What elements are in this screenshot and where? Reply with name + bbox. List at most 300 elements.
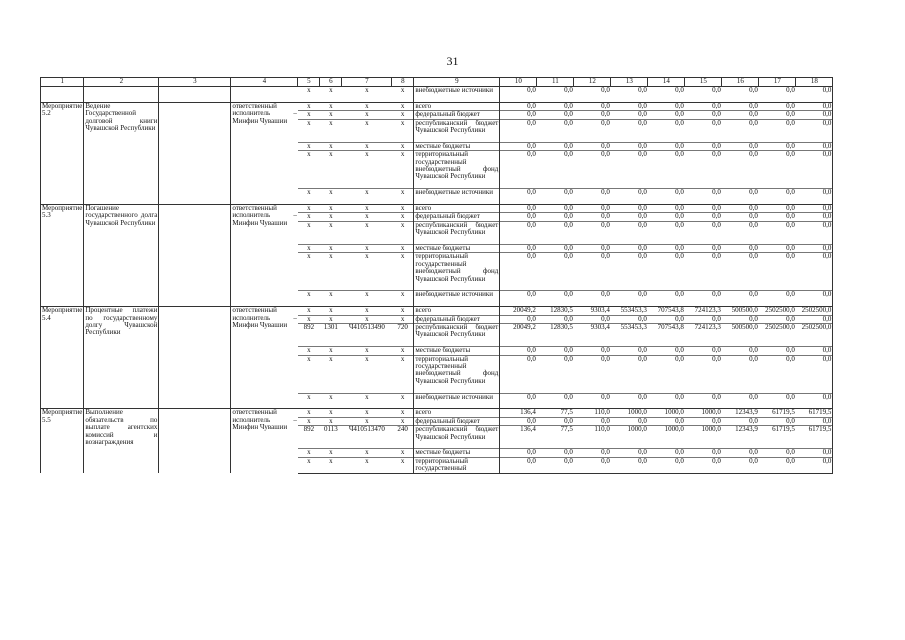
amount-cell: 0,0: [537, 87, 574, 103]
amount-cell: 12830,5: [537, 324, 574, 347]
amount-cell: 0,0: [500, 245, 537, 253]
budget-code-cell: х: [342, 221, 392, 244]
budget-code-cell: х: [298, 142, 320, 150]
amount-cell: 0,0: [537, 355, 574, 393]
amount-cell: 0,0: [722, 221, 759, 244]
budget-code-cell: х: [320, 102, 342, 110]
amount-cell: 0,0: [796, 355, 833, 393]
amount-cell: 0,0: [796, 245, 833, 253]
budget-code-cell: х: [320, 221, 342, 244]
column-header-10: 10: [500, 78, 537, 87]
budget-code-cell: х: [320, 87, 342, 103]
budget-code-cell: х: [392, 213, 414, 221]
amount-cell: 0,0: [500, 253, 537, 291]
amount-cell: 0,0: [759, 253, 796, 291]
funding-source: внебюджетные источники: [414, 291, 500, 307]
budget-code-cell: Ч410513470: [342, 426, 392, 449]
budget-code-cell: 240: [392, 426, 414, 449]
budget-code-cell: х: [342, 87, 392, 103]
amount-cell: 0,0: [648, 87, 685, 103]
amount-cell: 0,0: [611, 111, 648, 119]
amount-cell: 0,0: [648, 417, 685, 425]
amount-cell: 0,0: [722, 245, 759, 253]
amount-cell: 0,0: [796, 417, 833, 425]
budget-code-cell: 0113: [320, 426, 342, 449]
amount-cell: 136,4: [500, 409, 537, 417]
budget-code-cell: х: [320, 245, 342, 253]
budget-code-cell: х: [298, 393, 320, 409]
budget-code-cell: х: [320, 142, 342, 150]
amount-cell: 0,0: [759, 111, 796, 119]
amount-cell: 0,0: [537, 417, 574, 425]
amount-cell: 0,0: [759, 119, 796, 142]
amount-cell: 0,0: [611, 417, 648, 425]
budget-code-cell: х: [320, 151, 342, 189]
amount-cell: 0,0: [796, 393, 833, 409]
budget-code-cell: х: [342, 245, 392, 253]
amount-cell: 0,0: [611, 393, 648, 409]
amount-cell: 0,0: [685, 253, 722, 291]
budget-code-cell: х: [342, 347, 392, 355]
budget-code-cell: х: [298, 307, 320, 315]
amount-cell: 0,0: [574, 245, 611, 253]
budget-code-cell: х: [298, 151, 320, 189]
amount-cell: 0,0: [722, 102, 759, 110]
amount-cell: 0,0: [500, 449, 537, 457]
funding-source: республиканский бюджет Чувашской Республики: [414, 119, 500, 142]
amount-cell: 0,0: [611, 245, 648, 253]
budget-code-cell: х: [298, 457, 320, 473]
amount-cell: 1000,0: [611, 426, 648, 449]
responsible-executor: [231, 87, 298, 103]
column-header-9: 9: [414, 78, 500, 87]
budget-code-cell: х: [392, 417, 414, 425]
budget-code-cell: х: [320, 347, 342, 355]
amount-cell: 0,0: [685, 393, 722, 409]
budget-code-cell: х: [320, 449, 342, 457]
budget-code-cell: х: [342, 111, 392, 119]
amount-cell: 0,0: [759, 205, 796, 213]
amount-cell: 0,0: [685, 417, 722, 425]
amount-cell: 0,0: [574, 213, 611, 221]
amount-cell: 0,0: [500, 417, 537, 425]
budget-code-cell: х: [298, 221, 320, 244]
budget-code-cell: х: [298, 213, 320, 221]
budget-code-cell: х: [342, 205, 392, 213]
amount-cell: 0,0: [537, 213, 574, 221]
amount-cell: 500500,0: [722, 324, 759, 347]
budget-code-cell: х: [298, 315, 320, 323]
amount-cell: 2502500,0: [759, 324, 796, 347]
budget-code-cell: х: [298, 347, 320, 355]
funding-source: местные бюджеты: [414, 245, 500, 253]
amount-cell: 500500,0: [722, 307, 759, 315]
budget-code-cell: х: [342, 315, 392, 323]
funding-source: внебюджетные источники: [414, 189, 500, 205]
amount-cell: 0,0: [796, 102, 833, 110]
amount-cell: 0,0: [759, 457, 796, 473]
activity-name: Процентные платежи по государственному долгу Чувашской Республики: [84, 307, 159, 409]
amount-cell: 0,0: [500, 315, 537, 323]
budget-code-cell: х: [392, 111, 414, 119]
amount-cell: 0,0: [685, 315, 722, 323]
amount-cell: 0,0: [685, 457, 722, 473]
amount-cell: 0,0: [722, 205, 759, 213]
budget-code-cell: 1301: [320, 324, 342, 347]
amount-cell: 0,0: [796, 111, 833, 119]
funding-source: республиканский бюджет Чувашской Республики: [414, 426, 500, 449]
amount-cell: 0,0: [759, 245, 796, 253]
funding-source: федеральный бюджет: [414, 111, 500, 119]
funding-source: федеральный бюджет: [414, 315, 500, 323]
budget-code-cell: х: [392, 291, 414, 307]
amount-cell: 0,0: [611, 291, 648, 307]
column-header-16: 16: [722, 78, 759, 87]
budget-code-cell: х: [392, 347, 414, 355]
amount-cell: 0,0: [537, 111, 574, 119]
budget-code-cell: х: [298, 253, 320, 291]
amount-cell: 0,0: [611, 87, 648, 103]
amount-cell: 0,0: [500, 111, 537, 119]
amount-cell: 0,0: [759, 87, 796, 103]
budget-code-cell: х: [392, 189, 414, 205]
amount-cell: 0,0: [685, 245, 722, 253]
budget-code-cell: х: [320, 253, 342, 291]
amount-cell: 0,0: [648, 355, 685, 393]
budget-code-cell: х: [342, 213, 392, 221]
budget-code-cell: х: [320, 213, 342, 221]
amount-cell: 0,0: [648, 291, 685, 307]
amount-cell: 0,0: [759, 189, 796, 205]
amount-cell: 0,0: [537, 205, 574, 213]
amount-cell: 724123,3: [685, 307, 722, 315]
amount-cell: 9303,4: [574, 307, 611, 315]
amount-cell: 0,0: [611, 119, 648, 142]
amount-cell: 0,0: [648, 151, 685, 189]
budget-code-cell: х: [342, 355, 392, 393]
activity-code: Мероприятие 5.3: [41, 205, 84, 307]
amount-cell: 61719,5: [796, 409, 833, 417]
activity-col3: [159, 102, 231, 204]
funding-source: всего: [414, 307, 500, 315]
amount-cell: 0,0: [500, 142, 537, 150]
activity-name: Ведение Государственной долговой книги Чувашской Республики: [84, 102, 159, 204]
funding-source: внебюджетные источники: [414, 87, 500, 103]
budget-code-cell: х: [298, 102, 320, 110]
funding-source: местные бюджеты: [414, 449, 500, 457]
amount-cell: 0,0: [796, 449, 833, 457]
funding-source: территориальный государственный внебюджетный фонд Чувашской Республики: [414, 253, 500, 291]
amount-cell: 0,0: [685, 291, 722, 307]
amount-cell: 0,0: [500, 87, 537, 103]
amount-cell: 0,0: [611, 221, 648, 244]
amount-cell: 136,4: [500, 426, 537, 449]
amount-cell: 0,0: [759, 151, 796, 189]
column-header-11: 11: [537, 78, 574, 87]
amount-cell: 0,0: [611, 189, 648, 205]
activity-name: [84, 87, 159, 103]
amount-cell: 12343,9: [722, 426, 759, 449]
amount-cell: 0,0: [722, 347, 759, 355]
table-row: [41, 409, 833, 417]
amount-cell: 0,0: [537, 119, 574, 142]
amount-cell: 77,5: [537, 409, 574, 417]
amount-cell: 0,0: [611, 347, 648, 355]
amount-cell: 0,0: [648, 111, 685, 119]
budget-code-cell: х: [320, 417, 342, 425]
column-header-6: 6: [320, 78, 342, 87]
amount-cell: 0,0: [500, 151, 537, 189]
amount-cell: 0,0: [796, 213, 833, 221]
budget-code-cell: х: [342, 307, 392, 315]
amount-cell: 12830,5: [537, 307, 574, 315]
amount-cell: 0,0: [685, 355, 722, 393]
amount-cell: 0,0: [796, 205, 833, 213]
budget-code-cell: х: [320, 307, 342, 315]
amount-cell: 0,0: [611, 142, 648, 150]
amount-cell: 0,0: [796, 253, 833, 291]
amount-cell: 724123,3: [685, 324, 722, 347]
amount-cell: 0,0: [500, 205, 537, 213]
budget-code-cell: х: [342, 151, 392, 189]
amount-cell: 0,0: [611, 253, 648, 291]
amount-cell: 0,0: [796, 189, 833, 205]
amount-cell: 0,0: [759, 417, 796, 425]
budget-code-cell: х: [392, 315, 414, 323]
amount-cell: 0,0: [648, 449, 685, 457]
amount-cell: 0,0: [574, 253, 611, 291]
funding-source: республиканский бюджет Чувашской Республики: [414, 221, 500, 244]
amount-cell: 0,0: [648, 245, 685, 253]
amount-cell: 0,0: [611, 315, 648, 323]
amount-cell: 0,0: [796, 221, 833, 244]
amount-cell: 0,0: [759, 347, 796, 355]
column-header-2: 2: [84, 78, 159, 87]
table-body: [41, 87, 833, 474]
column-header-8: 8: [392, 78, 414, 87]
budget-code-cell: х: [298, 189, 320, 205]
column-header-5: 5: [298, 78, 320, 87]
amount-cell: 0,0: [722, 111, 759, 119]
amount-cell: 0,0: [574, 457, 611, 473]
budget-code-cell: х: [342, 119, 392, 142]
budget-code-cell: х: [342, 253, 392, 291]
amount-cell: 0,0: [648, 315, 685, 323]
amount-cell: 0,0: [648, 457, 685, 473]
amount-cell: 0,0: [574, 189, 611, 205]
amount-cell: 1000,0: [611, 409, 648, 417]
column-header-15: 15: [685, 78, 722, 87]
amount-cell: 0,0: [611, 102, 648, 110]
budget-code-cell: 892: [298, 324, 320, 347]
amount-cell: 0,0: [759, 393, 796, 409]
page-number: 31: [446, 54, 459, 68]
amount-cell: 12343,9: [722, 409, 759, 417]
amount-cell: 0,0: [796, 142, 833, 150]
amount-cell: 61719,5: [759, 409, 796, 417]
budget-code-cell: х: [342, 393, 392, 409]
budget-code-cell: х: [320, 111, 342, 119]
amount-cell: 0,0: [500, 189, 537, 205]
amount-cell: 0,0: [722, 393, 759, 409]
amount-cell: 77,5: [537, 426, 574, 449]
amount-cell: 0,0: [796, 347, 833, 355]
amount-cell: 0,0: [500, 213, 537, 221]
amount-cell: 0,0: [759, 291, 796, 307]
activity-col3: [159, 205, 231, 307]
amount-cell: 0,0: [537, 253, 574, 291]
column-header-14: 14: [648, 78, 685, 87]
budget-code-cell: х: [320, 189, 342, 205]
amount-cell: 0,0: [500, 102, 537, 110]
budget-code-cell: 720: [392, 324, 414, 347]
amount-cell: 0,0: [722, 449, 759, 457]
column-header-4: 4: [231, 78, 298, 87]
amount-cell: 0,0: [722, 253, 759, 291]
amount-cell: 0,0: [759, 315, 796, 323]
amount-cell: 0,0: [574, 449, 611, 457]
budget-table: [40, 77, 833, 474]
budget-code-cell: х: [342, 417, 392, 425]
amount-cell: 0,0: [722, 151, 759, 189]
amount-cell: 0,0: [722, 119, 759, 142]
amount-cell: 0,0: [574, 142, 611, 150]
budget-code-cell: х: [298, 291, 320, 307]
amount-cell: 0,0: [648, 213, 685, 221]
amount-cell: 0,0: [685, 449, 722, 457]
amount-cell: 0,0: [574, 393, 611, 409]
amount-cell: 0,0: [611, 151, 648, 189]
budget-code-cell: х: [298, 111, 320, 119]
budget-code-cell: х: [320, 393, 342, 409]
activity-col3: [159, 87, 231, 103]
amount-cell: 0,0: [574, 347, 611, 355]
amount-cell: 0,0: [722, 142, 759, 150]
amount-cell: 0,0: [722, 355, 759, 393]
amount-cell: 0,0: [685, 102, 722, 110]
amount-cell: 0,0: [648, 119, 685, 142]
amount-cell: 0,0: [537, 151, 574, 189]
budget-code-cell: х: [392, 119, 414, 142]
amount-cell: 0,0: [648, 221, 685, 244]
amount-cell: 0,0: [685, 111, 722, 119]
amount-cell: 0,0: [648, 393, 685, 409]
budget-code-cell: х: [392, 307, 414, 315]
column-header-18: 18: [796, 78, 833, 87]
budget-code-cell: х: [392, 355, 414, 393]
amount-cell: 0,0: [648, 205, 685, 213]
responsible-executor: ответственный исполнитель – Минфин Чувашии: [231, 307, 298, 409]
amount-cell: 0,0: [500, 355, 537, 393]
amount-cell: 20049,2: [500, 307, 537, 315]
table-row: [41, 307, 833, 315]
amount-cell: 0,0: [722, 457, 759, 473]
funding-source: республиканский бюджет Чувашской Республики: [414, 324, 500, 347]
amount-cell: 61719,5: [796, 426, 833, 449]
amount-cell: 0,0: [685, 213, 722, 221]
responsible-executor: ответственный исполнитель – Минфин Чувашии: [231, 409, 298, 473]
activity-col3: [159, 409, 231, 473]
amount-cell: 0,0: [648, 347, 685, 355]
amount-cell: 0,0: [537, 142, 574, 150]
amount-cell: 9303,4: [574, 324, 611, 347]
budget-code-cell: х: [298, 119, 320, 142]
amount-cell: 0,0: [796, 291, 833, 307]
amount-cell: 0,0: [500, 457, 537, 473]
amount-cell: 0,0: [574, 291, 611, 307]
amount-cell: 0,0: [537, 457, 574, 473]
activity-col3: [159, 307, 231, 409]
amount-cell: 707543,8: [648, 324, 685, 347]
amount-cell: 0,0: [722, 315, 759, 323]
amount-cell: 0,0: [759, 213, 796, 221]
amount-cell: 0,0: [685, 142, 722, 150]
column-header-13: 13: [611, 78, 648, 87]
budget-code-cell: х: [342, 291, 392, 307]
amount-cell: 0,0: [574, 205, 611, 213]
amount-cell: 0,0: [537, 315, 574, 323]
table-row: [41, 87, 833, 103]
budget-code-cell: Ч410513490: [342, 324, 392, 347]
budget-code-cell: х: [342, 189, 392, 205]
funding-source: местные бюджеты: [414, 347, 500, 355]
amount-cell: 0,0: [648, 253, 685, 291]
budget-code-cell: х: [320, 409, 342, 417]
amount-cell: 0,0: [574, 355, 611, 393]
budget-code-cell: х: [392, 245, 414, 253]
amount-cell: 0,0: [574, 315, 611, 323]
budget-code-cell: х: [392, 253, 414, 291]
amount-cell: 20049,2: [500, 324, 537, 347]
amount-cell: 1000,0: [648, 426, 685, 449]
column-header-17: 17: [759, 78, 796, 87]
amount-cell: 0,0: [685, 119, 722, 142]
amount-cell: 0,0: [685, 189, 722, 205]
amount-cell: 553453,3: [611, 307, 648, 315]
amount-cell: 0,0: [648, 189, 685, 205]
amount-cell: 0,0: [611, 213, 648, 221]
amount-cell: 0,0: [574, 87, 611, 103]
amount-cell: 0,0: [500, 347, 537, 355]
funding-source: территориальный государственный внебюджетный фонд Чувашской Республики: [414, 355, 500, 393]
amount-cell: 0,0: [796, 457, 833, 473]
budget-code-cell: х: [320, 457, 342, 473]
funding-source: территориальный государственный внебюджетный фонд Чувашской Республики: [414, 151, 500, 189]
amount-cell: 0,0: [759, 221, 796, 244]
activity-name: Выполнение обязательств по выплате агентских комиссий и вознаграждения: [84, 409, 159, 473]
amount-cell: 0,0: [500, 221, 537, 244]
budget-code-cell: х: [392, 205, 414, 213]
budget-code-cell: х: [342, 142, 392, 150]
column-header-12: 12: [574, 78, 611, 87]
amount-cell: 0,0: [537, 102, 574, 110]
amount-cell: 0,0: [500, 291, 537, 307]
amount-cell: 0,0: [611, 449, 648, 457]
amount-cell: 0,0: [537, 189, 574, 205]
budget-code-cell: х: [298, 409, 320, 417]
amount-cell: 110,0: [574, 426, 611, 449]
budget-code-cell: х: [392, 457, 414, 473]
budget-code-cell: х: [392, 449, 414, 457]
amount-cell: 0,0: [685, 151, 722, 189]
amount-cell: 0,0: [722, 87, 759, 103]
funding-source: федеральный бюджет: [414, 213, 500, 221]
budget-code-cell: 892: [298, 426, 320, 449]
activity-name: Погашение государственного долга Чувашской Республики: [84, 205, 159, 307]
amount-cell: 0,0: [574, 417, 611, 425]
funding-source: всего: [414, 102, 500, 110]
amount-cell: 0,0: [759, 449, 796, 457]
